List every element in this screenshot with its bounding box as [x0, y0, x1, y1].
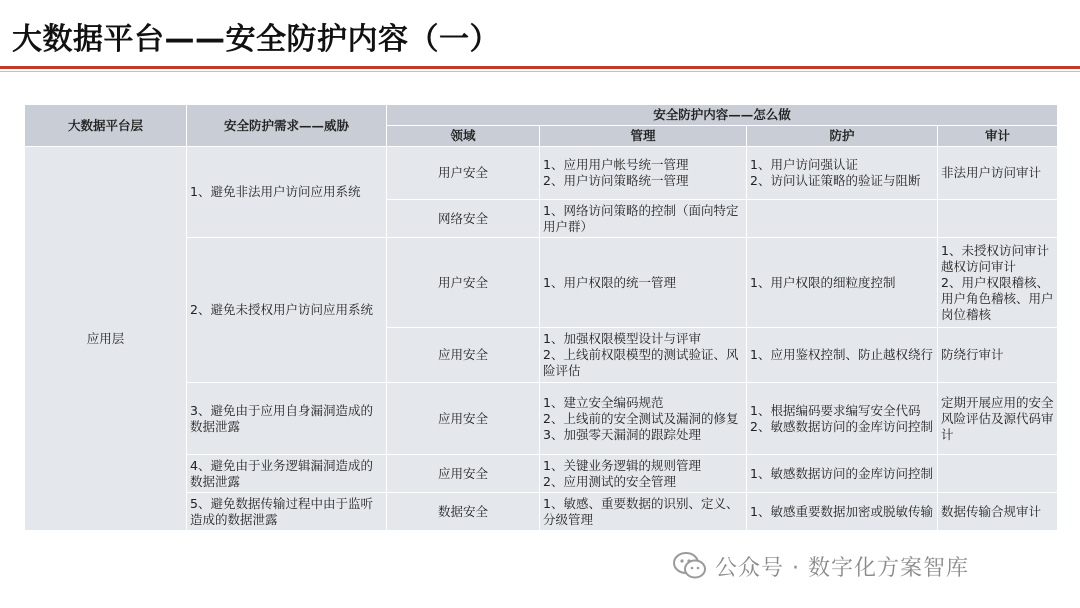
header-layer: 大数据平台层 — [25, 105, 187, 147]
need-cell: 2、避免未授权用户访问应用系统 — [187, 238, 387, 383]
audit-cell: 数据传输合规审计 — [938, 493, 1058, 531]
protection-cell: 1、敏感重要数据加密或脱敏传输 — [747, 493, 938, 531]
audit-cell: 定期开展应用的安全风险评估及源代码审计 — [938, 383, 1058, 455]
management-cell: 1、用户权限的统一管理 — [540, 238, 747, 328]
domain-cell: 应用安全 — [387, 455, 540, 493]
protection-cell: 1、用户访问强认证 2、访问认证策略的验证与阻断 — [747, 147, 938, 200]
layer-cell: 应用层 — [25, 147, 187, 531]
watermark — [673, 550, 969, 582]
header-need: 安全防护需求——威胁 — [187, 105, 387, 147]
protection-cell — [747, 200, 938, 238]
security-table — [24, 104, 1058, 531]
header-audit: 审计 — [938, 126, 1058, 147]
header-content: 安全防护内容——怎么做 — [387, 105, 1058, 126]
table-row — [25, 147, 1058, 200]
management-cell: 1、建立安全编码规范 2、上线前的安全测试及漏洞的修复 3、加强零天漏洞的跟踪处理 — [540, 383, 747, 455]
page-title: 大数据平台——安全防护内容（一） — [12, 22, 500, 57]
domain-cell: 网络安全 — [387, 200, 540, 238]
need-cell: 5、避免数据传输过程中由于监听造成的数据泄露 — [187, 493, 387, 531]
management-cell: 1、关键业务逻辑的规则管理 2、应用测试的安全管理 — [540, 455, 747, 493]
protection-cell: 1、用户权限的细粒度控制 — [747, 238, 938, 328]
management-cell: 1、敏感、重要数据的识别、定义、分级管理 — [540, 493, 747, 531]
domain-cell: 应用安全 — [387, 383, 540, 455]
protection-cell: 1、应用鉴权控制、防止越权绕行 — [747, 328, 938, 383]
audit-cell: 防绕行审计 — [938, 328, 1058, 383]
need-cell: 4、避免由于业务逻辑漏洞造成的数据泄露 — [187, 455, 387, 493]
header-domain: 领域 — [387, 126, 540, 147]
protection-cell: 1、根据编码要求编写安全代码 2、敏感数据访问的金库访问控制 — [747, 383, 938, 455]
need-cell: 1、避免非法用户访问应用系统 — [187, 147, 387, 238]
domain-cell: 应用安全 — [387, 328, 540, 383]
header-protection: 防护 — [747, 126, 938, 147]
title-divider-thin — [0, 71, 1080, 72]
audit-cell: 1、未授权访问审计越权访问审计 2、用户权限稽核、用户角色稽核、用户岗位稽核 — [938, 238, 1058, 328]
management-cell: 1、加强权限模型设计与评审 2、上线前权限模型的测试验证、风险评估 — [540, 328, 747, 383]
audit-cell — [938, 455, 1058, 493]
domain-cell: 用户安全 — [387, 238, 540, 328]
wechat-icon — [673, 551, 707, 581]
audit-cell — [938, 200, 1058, 238]
header-management: 管理 — [540, 126, 747, 147]
management-cell: 1、网络访问策略的控制（面向特定用户群） — [540, 200, 747, 238]
audit-cell: 非法用户访问审计 — [938, 147, 1058, 200]
watermark-text: 公众号 · 数字化方案智库 — [715, 555, 969, 581]
need-cell: 3、避免由于应用自身漏洞造成的数据泄露 — [187, 383, 387, 455]
management-cell: 1、应用用户帐号统一管理 2、用户访问策略统一管理 — [540, 147, 747, 200]
protection-cell: 1、敏感数据访问的金库访问控制 — [747, 455, 938, 493]
domain-cell: 用户安全 — [387, 147, 540, 200]
domain-cell: 数据安全 — [387, 493, 540, 531]
title-divider — [0, 66, 1080, 69]
